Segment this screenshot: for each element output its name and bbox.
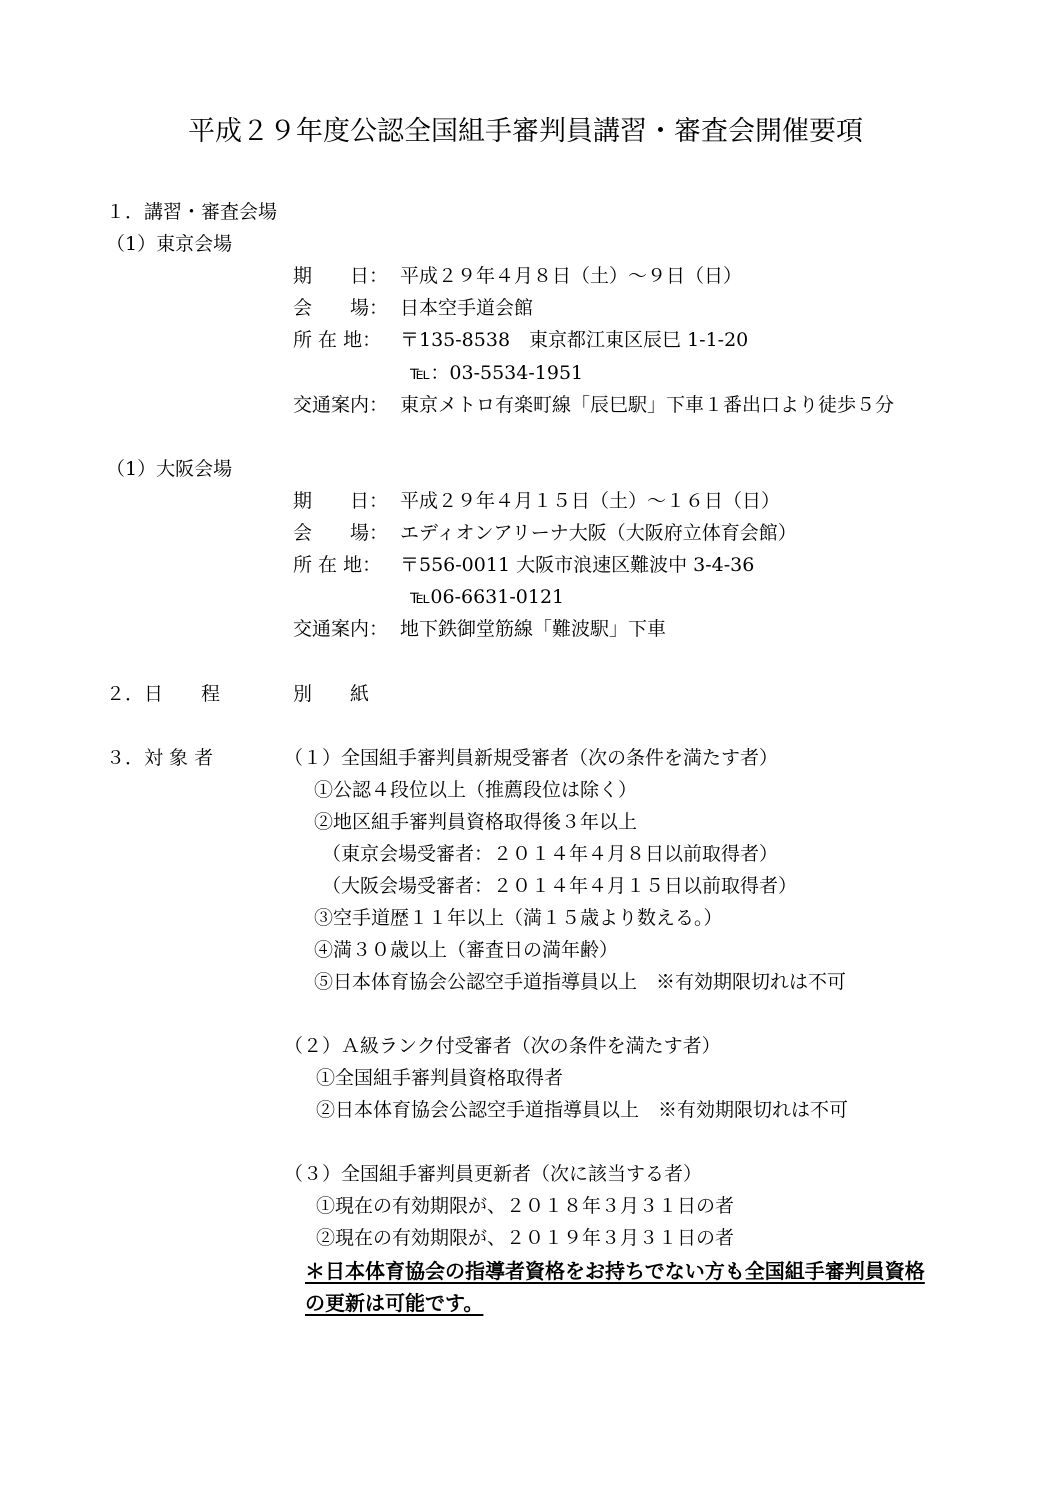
- section1-heading: １．講習・審査会場: [106, 201, 278, 223]
- osaka-access: 地下鉄御堂筋線「難波駅」下車: [400, 618, 667, 640]
- group3-item: ②現在の有効期限が、２０１９年３月３１日の者: [316, 1227, 735, 1249]
- osaka-date: 平成２９年４月１５日（土）～１６日（日）: [400, 490, 781, 512]
- osaka-date-label: 期 日：: [293, 490, 389, 512]
- group2-item: ②日本体育協会公認空手道指導員以上 ※有効期限切れは不可: [316, 1099, 849, 1121]
- section2-value: 別 紙: [293, 683, 370, 705]
- tokyo-access: 東京メトロ有楽町線「辰巳駅」下車１番出口より徒歩５分: [400, 394, 895, 416]
- group3-note-line2: の更新は可能です。: [305, 1291, 484, 1315]
- tokyo-tel: ℡：03-5534-1951: [410, 362, 584, 384]
- osaka-access-label: 交通案内：: [293, 618, 389, 640]
- group1-item: ①公認４段位以上（推薦段位は除く）: [314, 779, 638, 801]
- tokyo-date: 平成２９年４月８日（土）～９日（日）: [400, 265, 743, 287]
- group1-item: ⑤日本体育協会公認空手道指導員以上 ※有効期限切れは不可: [314, 971, 847, 993]
- osaka-address: 〒556-0011 大阪市浪速区難波中 3-4-36: [400, 554, 755, 576]
- tokyo-date-label: 期 日：: [293, 265, 389, 287]
- tokyo-address-label: 所 在 地：: [293, 329, 382, 351]
- group1-item: ②地区組手審判員資格取得後３年以上: [314, 811, 638, 833]
- osaka-venue: エディオンアリーナ大阪（大阪府立体育会館）: [400, 522, 797, 544]
- group3-note-line1: ＊日本体育協会の指導者資格をお持ちでない方も全国組手審判員資格: [305, 1259, 925, 1283]
- group1-item: ③空手道歴１１年以上（満１５歳より数える。）: [314, 907, 723, 929]
- group3-item: ①現在の有効期限が、２０１８年３月３１日の者: [316, 1195, 735, 1217]
- tokyo-venue: 日本空手道会館: [400, 297, 534, 319]
- group1-item: （東京会場受審者：２０１４年４月８日以前取得者）: [322, 843, 779, 865]
- osaka-address-label: 所 在 地：: [293, 554, 382, 576]
- document-title: 平成２９年度公認全国組手審判員講習・審査会開催要項: [188, 116, 863, 147]
- group1-item: （大阪会場受審者：２０１４年４月１５日以前取得者）: [322, 875, 798, 897]
- tokyo-venue-label: 会 場：: [293, 297, 389, 319]
- section2-heading: ２．日 程: [106, 683, 221, 705]
- group2-item: ①全国組手審判員資格取得者: [316, 1067, 564, 1089]
- group3-heading: （３）全国組手審判員更新者（次に該当する者）: [284, 1163, 703, 1185]
- osaka-tel: ℡06-6631-0121: [410, 586, 565, 608]
- group1-item: ④満３０歳以上（審査日の満年齢）: [314, 939, 619, 961]
- group1-heading: （１）全国組手審判員新規受審者（次の条件を満たす者）: [284, 747, 779, 769]
- group2-heading: （２）Ａ級ランク付受審者（次の条件を満たす者）: [284, 1035, 721, 1057]
- tokyo-heading: （1）東京会場: [106, 233, 233, 255]
- osaka-venue-label: 会 場：: [293, 522, 389, 544]
- osaka-heading: （1）大阪会場: [106, 458, 233, 480]
- tokyo-address: 〒135-8538 東京都江東区辰巳 1-1-20: [400, 329, 749, 351]
- tokyo-access-label: 交通案内：: [293, 394, 389, 416]
- section3-heading: ３．対 象 者: [106, 747, 214, 769]
